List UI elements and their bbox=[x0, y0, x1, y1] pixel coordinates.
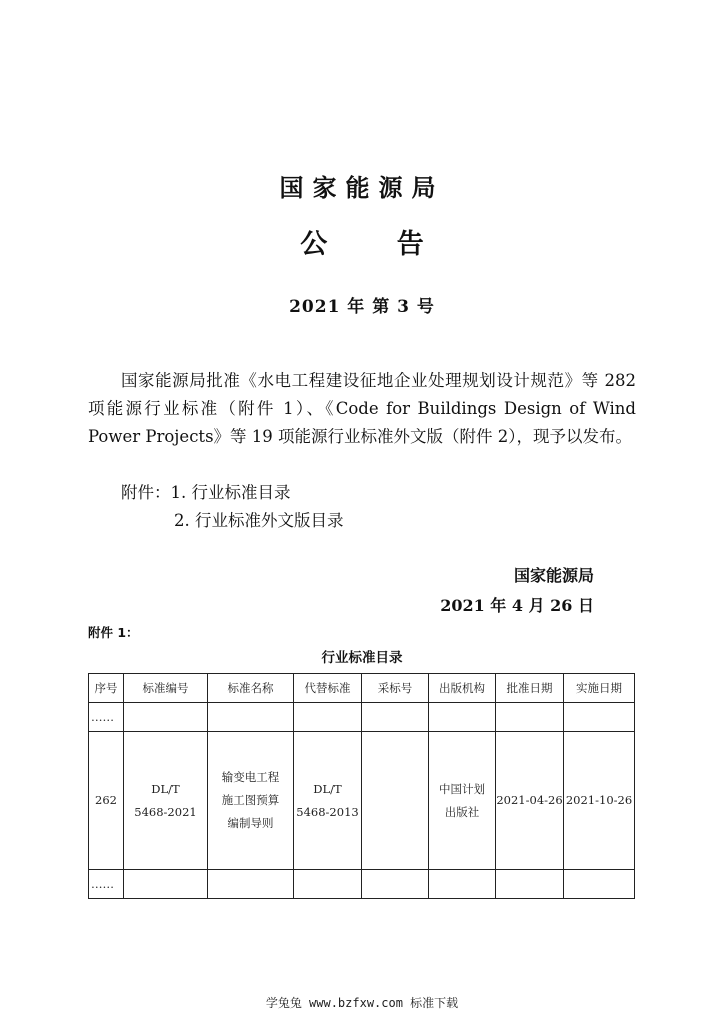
standards-table bbox=[88, 673, 635, 899]
col-header-seq: 序号 bbox=[89, 674, 124, 703]
name-line1: 输变电工程 bbox=[221, 770, 280, 784]
table-header-row bbox=[89, 674, 635, 703]
announcement-title: 公 告 bbox=[300, 229, 454, 260]
signature-org: 国家能源局 bbox=[513, 566, 594, 585]
ellipsis-cell: …… bbox=[89, 870, 124, 899]
table-row-ellipsis-top bbox=[89, 703, 635, 732]
cell-publisher bbox=[429, 732, 496, 870]
replace-line1: DL/T bbox=[313, 781, 342, 796]
col-header-effective-date: 实施日期 bbox=[564, 674, 635, 703]
empty-cell bbox=[124, 870, 208, 899]
empty-cell bbox=[294, 870, 362, 899]
code-line1: DL/T bbox=[151, 781, 180, 796]
name-line2: 施工图预算 bbox=[221, 793, 280, 807]
empty-cell bbox=[429, 703, 496, 732]
publisher-line1: 中国计划 bbox=[439, 781, 485, 796]
table-title: 行业标准目录 bbox=[321, 650, 403, 666]
empty-cell bbox=[496, 703, 564, 732]
footer-watermark: 学兔兔 www.bzfxw.com 标准下载 bbox=[265, 996, 459, 1010]
empty-cell bbox=[294, 703, 362, 732]
table-row bbox=[89, 732, 635, 870]
empty-cell bbox=[564, 703, 635, 732]
col-header-code: 标准编号 bbox=[124, 674, 208, 703]
col-header-approve-date: 批准日期 bbox=[496, 674, 564, 703]
cell-effective-date: 2021-10-26 bbox=[564, 732, 635, 870]
attachment-1-line: 附件：1. 行业标准目录 bbox=[121, 483, 291, 502]
replace-line2: 5468-2013 bbox=[296, 804, 359, 819]
appendix-label: 附件 1： bbox=[88, 625, 139, 640]
empty-cell bbox=[362, 870, 429, 899]
cell-adopt bbox=[362, 732, 429, 870]
code-line2: 5468-2021 bbox=[134, 804, 197, 819]
announcement-number: 2021 年 第 3 号 bbox=[289, 297, 435, 317]
name-line3: 编制导则 bbox=[227, 816, 274, 830]
empty-cell bbox=[496, 870, 564, 899]
empty-cell bbox=[124, 703, 208, 732]
table-row-ellipsis-bottom bbox=[89, 870, 635, 899]
signature-date: 2021 年 4 月 26 日 bbox=[440, 596, 594, 615]
empty-cell bbox=[362, 703, 429, 732]
ellipsis-cell: …… bbox=[89, 703, 124, 732]
publisher-line2: 出版社 bbox=[444, 804, 480, 819]
col-header-adopt: 采标号 bbox=[362, 674, 429, 703]
col-header-replace: 代替标准 bbox=[294, 674, 362, 703]
cell-code bbox=[124, 732, 208, 870]
cell-seq: 262 bbox=[89, 732, 124, 870]
col-header-name: 标准名称 bbox=[208, 674, 294, 703]
cell-name bbox=[208, 732, 294, 870]
col-header-publisher: 出版机构 bbox=[429, 674, 496, 703]
cell-approve-date: 2021-04-26 bbox=[496, 732, 564, 870]
agency-title: 国家能源局 bbox=[279, 174, 445, 202]
cell-replace bbox=[294, 732, 362, 870]
attachment-2-line: 2. 行业标准外文版目录 bbox=[174, 511, 344, 530]
empty-cell bbox=[208, 703, 294, 732]
empty-cell bbox=[429, 870, 496, 899]
announcement-body: 国家能源局批准《水电工程建设征地企业处理规划设计规范》等 282 项能源行业标准（附件 1）、《Code for Buildings Design of Wind Power Projects》等 19 项能源行业标准外文版（附件 2），现予以发布。 bbox=[88, 371, 636, 446]
empty-cell bbox=[564, 870, 635, 899]
empty-cell bbox=[208, 870, 294, 899]
